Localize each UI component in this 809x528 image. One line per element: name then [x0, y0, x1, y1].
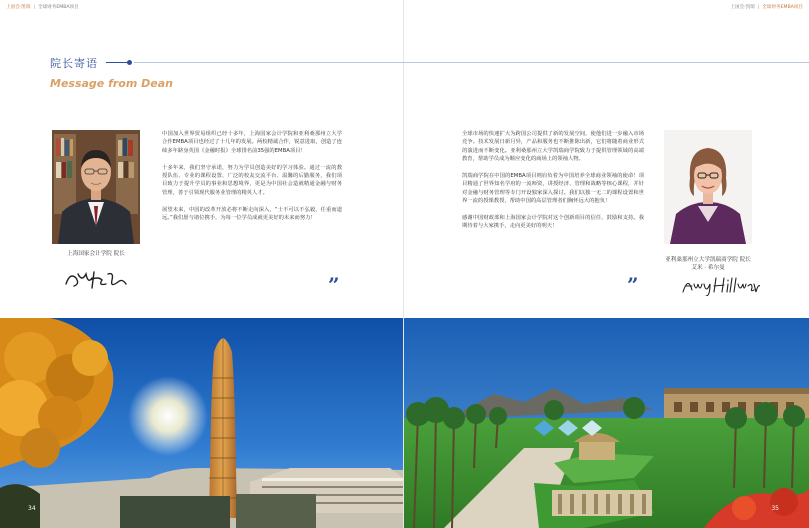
partner-paragraph-3: 感谢中国财政部和上海国家会计学院对这个创新项目的信任、鼓励和支持。我期待着与大家携手，走向更美好的明天！ [462, 215, 644, 230]
dean-paragraph-3: 展望未来，中国的改革开放必将不断走向深入，“士不可以不弘毅，任重而道远。”我们愿与诸位携手，为每一位学员成就更美好的未来而努力！ [162, 206, 342, 222]
partner-caption-line2: 艾米 · 希尔曼 [691, 265, 725, 271]
header-program-left: 全球财务EMBA项目 [38, 5, 79, 10]
dean-caption: 上海国家会计学院 院长 [67, 251, 125, 257]
header-separator-right: | [757, 5, 760, 10]
dean-portrait-photo [52, 130, 140, 244]
running-header-left [6, 4, 79, 10]
dean-signature [62, 268, 132, 295]
partner-signature [680, 274, 760, 300]
section-subtitle: Message from Dean [50, 77, 173, 90]
dean-quote-mark-icon: ” [328, 273, 340, 297]
partner-paragraph-1: 全球市场的快速扩大为跨国公司提供了新的发展空间，使他们进一步融入市场竞争。技术发展日新月异，产品和服务也不断推陈出新，它们将随着商业形式的演进而不断变化。亚利桑那州立大学凯瑞商学院致力于提供管理领域的高端教育，帮助学员成为顺应变化的商场上的领袖人物。 [462, 131, 644, 163]
running-header-right [730, 4, 803, 10]
dean-paragraph-1: 中国加入世界贸易组织已经十多年，上海国家会计学院和亚利桑那州立大学合作EMBA项目也经过了十几年的发展。两校精诚合作，锐意进取，创造了连续多年跻身英国《金融时报》全球排名前35强的EMBA项目！ [162, 131, 342, 154]
page-number-left: 34 [28, 505, 36, 512]
right-campus-photo [404, 318, 809, 528]
title-rule-dash [106, 62, 128, 63]
partner-quote-mark-icon: ” [627, 273, 639, 297]
title-rule-dot [127, 60, 132, 65]
header-program-right: 全球财务EMBA项目 [762, 5, 803, 10]
partner-paragraph-2: 凯瑞商学院在中国的EMBA项目则肩负着为中国培养全球商业领袖的使命！项目精通了世界知名学府的一流师资，讲授经济、管理和战略等核心课程，并针对金融与财务管理等专门开设独家深入探讨。我们以独一无二的课程设置和世界一流的授课教授，帮助中国的高层管理者们胸怀远大的抱负！ [462, 173, 644, 205]
partner-portrait-photo [664, 130, 752, 244]
partner-caption-line1: 亚利桑那州立大学凯瑞商学院 院长 [665, 257, 751, 263]
section-title: 院长寄语 [50, 57, 98, 70]
header-separator-left: | [33, 5, 35, 10]
dean-paragraph-2: 十多年来，我们坚守承诺，努力为学员创造美好的学习体验。通过一流的教授队伍、专业的课程设置、广泛的校友交流平台、温馨的后勤服务，我们项目致力于提升学员的事业和思想境界，更是为中国社会造就精通金融与财务管理，善于引领现代服务业管理的精英人才。 [162, 164, 342, 196]
page-number-right: 35 [771, 505, 779, 512]
left-campus-photo [0, 318, 403, 528]
title-rule-line [134, 62, 809, 63]
dean-message-column [162, 130, 342, 222]
header-brand-right: 上国会·凯瑞 [730, 5, 755, 10]
partner-message-column [462, 130, 644, 231]
header-brand-left: 上国会·凯瑞 [6, 5, 31, 10]
